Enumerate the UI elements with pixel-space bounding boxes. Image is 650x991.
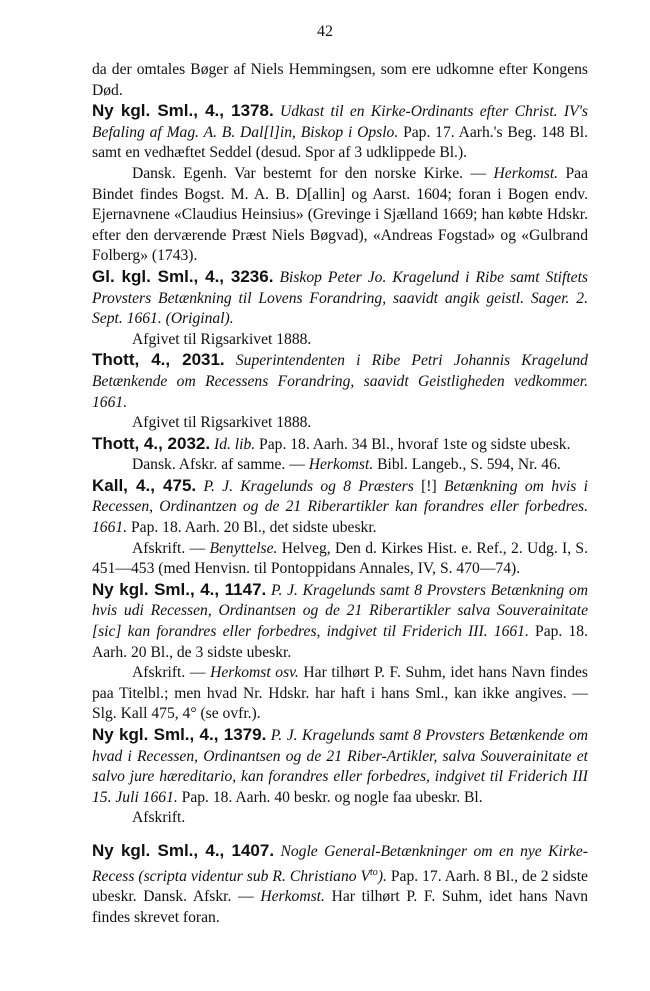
catalog-entry [92, 476, 588, 539]
body-text: da der omtales Bøger af Niels Hemmingsen, som ere udkomne efter Kongens Død. [92, 61, 588, 99]
note-paragraph [92, 413, 588, 434]
body-text: Pap. 18. Aarh. 34 Bl., hvoraf 1ste og sidste ubesk. [255, 435, 571, 453]
italic-text: Udkast til en Kirke-Ordinants efter Christ. IV's Befaling af Mag. A. B. Dal[l]in, Biskop i Opslo. [92, 103, 588, 141]
note-paragraph [92, 164, 588, 267]
body-text: Afgivet til Rigsarkivet 1888. [132, 330, 312, 348]
catalog-entry [92, 434, 588, 456]
page-number: 42 [317, 23, 333, 40]
body-text: Pap. 17. Aarh. 8 Bl., de 2 sidste ubeskr. Dansk. Afskr. — [92, 867, 588, 906]
shelfmark: Thott, 4., 2031. [92, 350, 225, 370]
body-text: Dansk. Egenh. Var bestemt for den norske Kirke. — [132, 164, 494, 182]
body-text: Pap. 18. Aarh. 40 beskr. og nogle faa ubeskr. Bl. [177, 788, 483, 806]
body-text: Helveg, Den d. Kirkes Hist. e. Ref., 2. Udg. I, S. 451—453 (med Henvisn. til Pontoppidans Annales, IV, S. 470—74). [92, 539, 588, 578]
body-text: Har tilhørt P. F. Suhm, idet hans Navn findes skrevet foran. [92, 888, 588, 926]
body-text: Afgivet til Rigsarkivet 1888. [132, 414, 312, 432]
italic-text: P. J. Kragelunds samt 8 Provsters Betænkning om hvis udi Recessen, Ordinantsen og de 21 Riberartikler salva Souverainitate [sic] kan forandres eller forbedres, indgivet til Friderich III. 1661. [92, 581, 588, 641]
italic-text: Biskop Peter Jo. Kragelund i Ribe samt Stiftets Provsters Betænkning til Lovens Forandring, saavidt angik geistl. Sager. 2. Sept. 1661. (Original). [92, 268, 589, 328]
shelfmark: Gl. kgl. Sml., 4., 3236. [92, 266, 274, 286]
shelfmark: Ny kgl. Sml., 4., 1407. [92, 840, 275, 860]
italic-text: Betænkning om hvis i Recessen, Ordinantzen og de 21 Riberartikler kan forandres eller forbedres. 1661. [92, 477, 588, 537]
body-text: Bibl. Langeb., S. 594, Nr. 46. [373, 456, 561, 474]
italic-text: Id. lib. [214, 435, 256, 453]
body-text: Har tilhørt P. F. Suhm, idet hans Navn findes paa Titelbl.; men hvad Nr. Hdskr. har haft i hans Sml., kan ikke angives. — Slg. Kall 475, 4° (se ovfr.). [92, 664, 588, 723]
catalog-entry [92, 101, 588, 164]
catalog-entry [92, 725, 588, 808]
note-paragraph [92, 455, 588, 476]
catalog-entry [92, 841, 588, 929]
document-body [92, 60, 588, 929]
body-text [225, 352, 236, 369]
italic-text: P. J. Kragelunds samt 8 Provsters Betænkende om hvad i Recessen, Ordinantsen og de 21 Riber-Artikler, salva Souverainitate et salvo jure hæreditario, kan forandres eller forbedres, indgivet til Friderich III 15. Juli 1661. [92, 727, 588, 806]
note-paragraph [92, 60, 588, 101]
body-text: Dansk. Afskr. af samme. — [132, 456, 309, 474]
catalog-entry [92, 267, 588, 330]
italic-text: Herkomst. [260, 888, 325, 906]
note-paragraph [92, 808, 588, 829]
body-text: Afskrift. — [132, 539, 210, 557]
note-paragraph [92, 539, 588, 580]
italic-text: Benyttelse. [209, 539, 278, 557]
shelfmark: Kall, 4., 475. [92, 475, 197, 495]
italic-text: ). [377, 867, 387, 885]
body-text: Afskrift. — [132, 664, 211, 682]
body-text: Pap. 17. Aarh.'s Beg. 148 Bl. samt en vedhæftet Seddel (desud. Spor af 3 udklippede Bl.). [92, 123, 588, 162]
italic-text: Nogle General-Betænkninger om en nye Kirke-Recess (scripta videntur sub R. Christiano V [92, 842, 588, 885]
italic-text: Herkomst. [308, 456, 374, 474]
body-text: Paa Bindet findes Bogst. M. A. B. D[allin] og Aarst. 1604; foran i Bogen endv. Ejernavnene «Claudius Heinsius» (Grevinge i Sjælland 1669; han købte Hdskr. efter den derværende Præst Niels Bøgvad), «Andreas Fogstad» og «Gulbrand Folberg» (1743). [92, 164, 588, 265]
shelfmark: Ny kgl. Sml., 4., 1379. [92, 725, 267, 744]
body-text: Afskrift. [132, 809, 186, 827]
shelfmark: Thott, 4., 2032. [92, 433, 211, 453]
shelfmark: Ny kgl. Sml., 4., 1147. [92, 579, 267, 599]
note-paragraph [92, 330, 588, 351]
note-paragraph [92, 663, 588, 725]
body-text: Pap. 18. Aarh. 20 Bl., de 3 sidste ubeskr. [92, 623, 588, 661]
italic-text: Herkomst. [493, 164, 559, 182]
superscript-text: to [370, 866, 378, 878]
catalog-entry [92, 580, 588, 663]
italic-text: P. J. Kragelunds og 8 Præsters [203, 477, 414, 495]
italic-text: Herkomst osv. [210, 664, 299, 682]
shelfmark: Ny kgl. Sml., 4., 1378. [92, 101, 274, 121]
catalog-entry [92, 350, 588, 413]
body-text: Pap. 18. Aarh. 20 Bl., det sidste ubeskr. [127, 519, 377, 537]
italic-text: Superintendenten i Ribe Petri Johannis Kragelund Betænkende om Recessens Forandring, saavidt Geistligheden vedkommer. 1661. [92, 352, 588, 411]
body-text: [!] [413, 477, 444, 495]
